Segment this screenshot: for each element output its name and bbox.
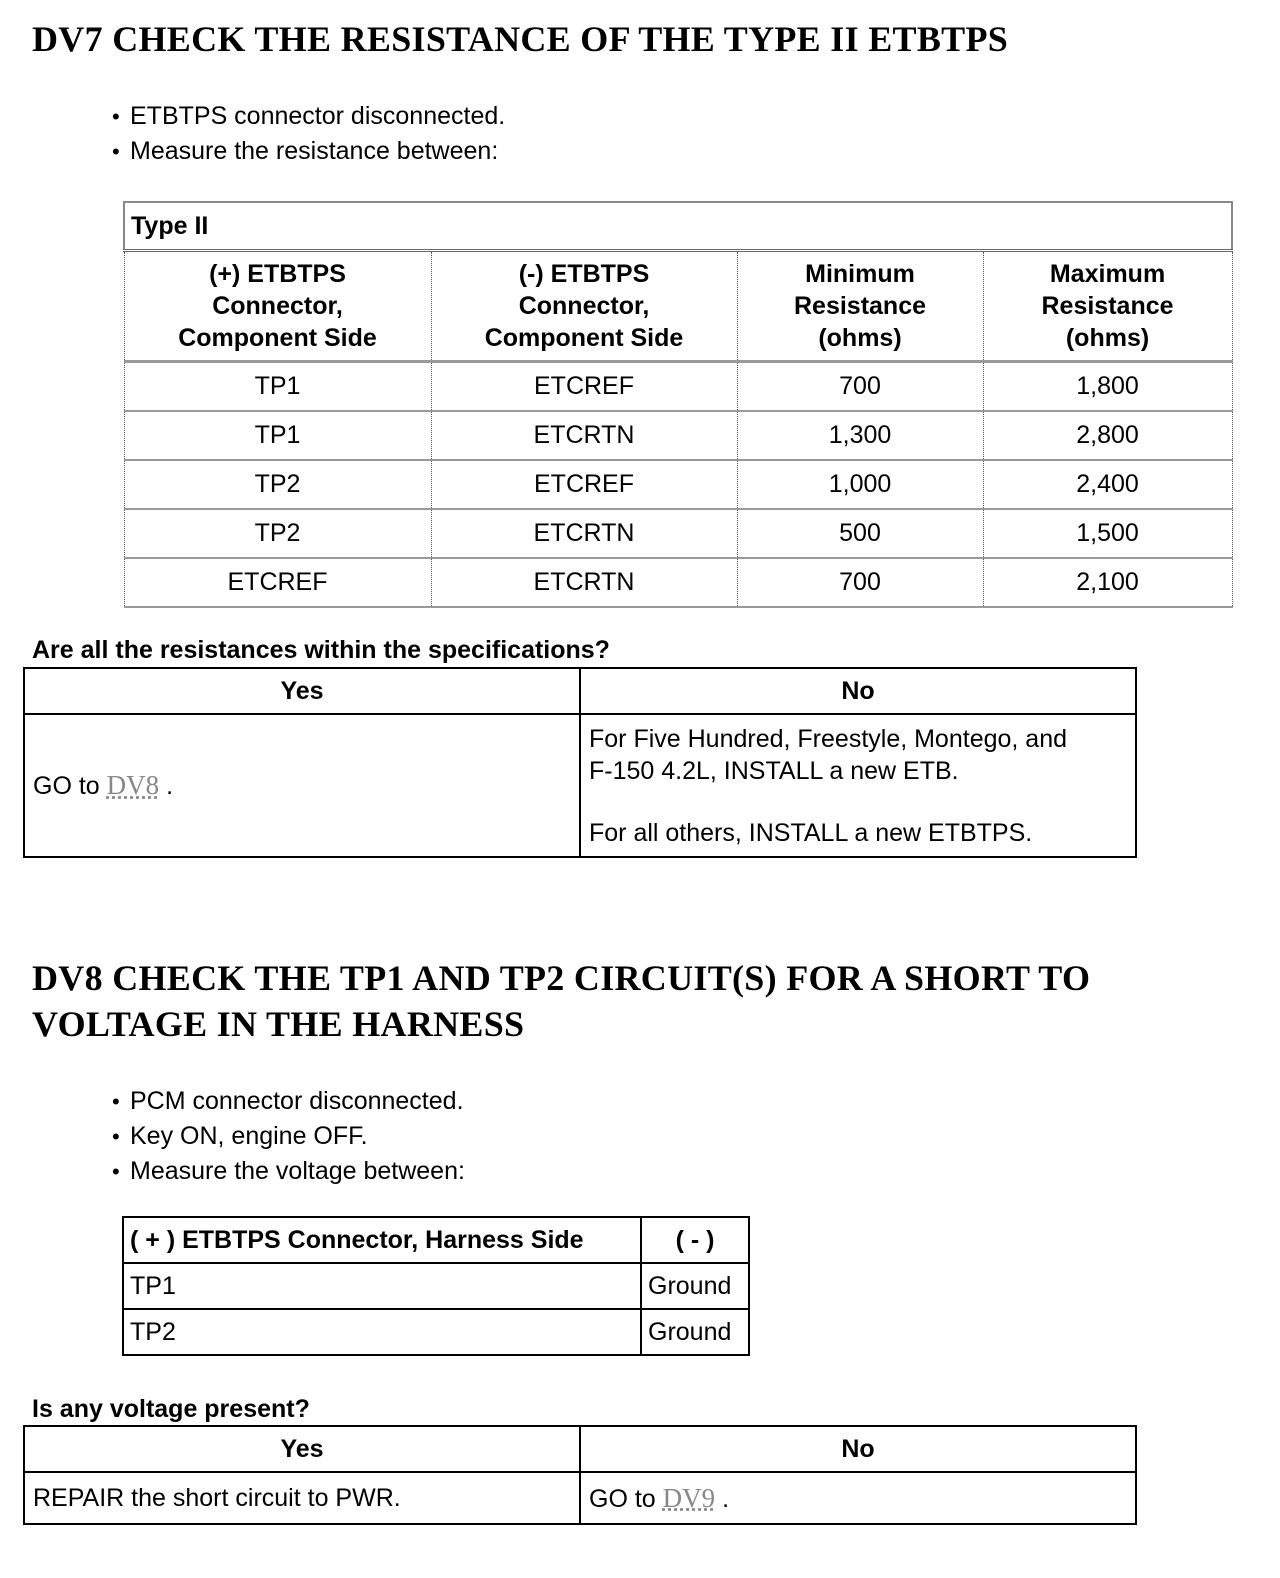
table-cell: 700 (737, 558, 983, 607)
table-cell: Ground (641, 1263, 749, 1309)
table-cell: 2,400 (983, 460, 1232, 509)
column-header-plus: ( + ) ETBTPS Connector, Harness Side (123, 1217, 641, 1263)
table-cell: ETCRTN (431, 558, 737, 607)
dv8-bullet-list (112, 1084, 465, 1189)
list-item: • Measure the resistance between: (112, 134, 505, 169)
table-cell: TP1 (123, 1263, 641, 1309)
table-cell: TP1 (124, 411, 431, 460)
table-cell: 2,800 (983, 411, 1232, 460)
dv9-link[interactable]: DV9 (662, 1482, 716, 1513)
dv8-link[interactable]: DV8 (106, 770, 160, 800)
column-header-max: Maximum Resistance (ohms) (983, 251, 1232, 362)
table-row (124, 362, 1232, 412)
table-cell: Ground (641, 1309, 749, 1355)
table-cell: ETCREF (431, 362, 737, 412)
yes-action: GO to DV8 . (24, 714, 580, 857)
table-cell: 1,500 (983, 509, 1232, 558)
table-cell: 1,000 (737, 460, 983, 509)
dv7-yes-no-table (23, 667, 1137, 858)
no-header: No (580, 668, 1136, 714)
table-cell: 2,100 (983, 558, 1232, 607)
voltage-table (122, 1216, 750, 1356)
dv8-question: Is any voltage present? (32, 1395, 310, 1423)
table-cell: 500 (737, 509, 983, 558)
table-caption: Type II (124, 202, 1232, 251)
table-cell: ETCRTN (431, 411, 737, 460)
dv8-yes-no-table (23, 1425, 1137, 1525)
no-action: GO to DV9 . (580, 1472, 1136, 1524)
no-header: No (580, 1426, 1136, 1472)
table-row (124, 460, 1232, 509)
table-row (123, 1309, 749, 1355)
column-header-minus: ( - ) (641, 1217, 749, 1263)
table-row (124, 509, 1232, 558)
list-item: • Measure the voltage between: (112, 1154, 465, 1189)
no-action: For Five Hundred, Freestyle, Montego, and F-150 4.2L, INSTALL a new ETB. For all others, INSTALL a new ETBTPS. (580, 714, 1136, 857)
table-cell: TP2 (123, 1309, 641, 1355)
table-cell: 700 (737, 362, 983, 412)
table-cell: ETCREF (124, 558, 431, 607)
table-cell: 1,800 (983, 362, 1232, 412)
yes-header: Yes (24, 1426, 580, 1472)
dv7-bullet-list (112, 99, 505, 169)
type2-resistance-table (123, 201, 1233, 608)
table-row (124, 558, 1232, 607)
table-cell: 1,300 (737, 411, 983, 460)
table-row (124, 411, 1232, 460)
column-header-plus: (+) ETBTPS Connector, Component Side (124, 251, 431, 362)
column-header-minus: (-) ETBTPS Connector, Component Side (431, 251, 737, 362)
list-item: • PCM connector disconnected. (112, 1084, 465, 1119)
table-cell: TP2 (124, 460, 431, 509)
table-cell: ETCREF (431, 460, 737, 509)
table-row (123, 1263, 749, 1309)
yes-header: Yes (24, 668, 580, 714)
table-cell: TP1 (124, 362, 431, 412)
list-item: • Key ON, engine OFF. (112, 1119, 465, 1154)
yes-action: REPAIR the short circuit to PWR. (24, 1472, 580, 1524)
column-header-min: Minimum Resistance (ohms) (737, 251, 983, 362)
table-cell: TP2 (124, 509, 431, 558)
table-cell: ETCRTN (431, 509, 737, 558)
dv7-heading: DV7 CHECK THE RESISTANCE OF THE TYPE II ETBTPS (32, 19, 1009, 59)
dv8-heading: DV8 CHECK THE TP1 AND TP2 CIRCUIT(S) FOR A SHORT TO VOLTAGE IN THE HARNESS (32, 958, 1091, 1044)
dv7-question: Are all the resistances within the specifications? (32, 636, 610, 664)
list-item: • ETBTPS connector disconnected. (112, 99, 505, 134)
